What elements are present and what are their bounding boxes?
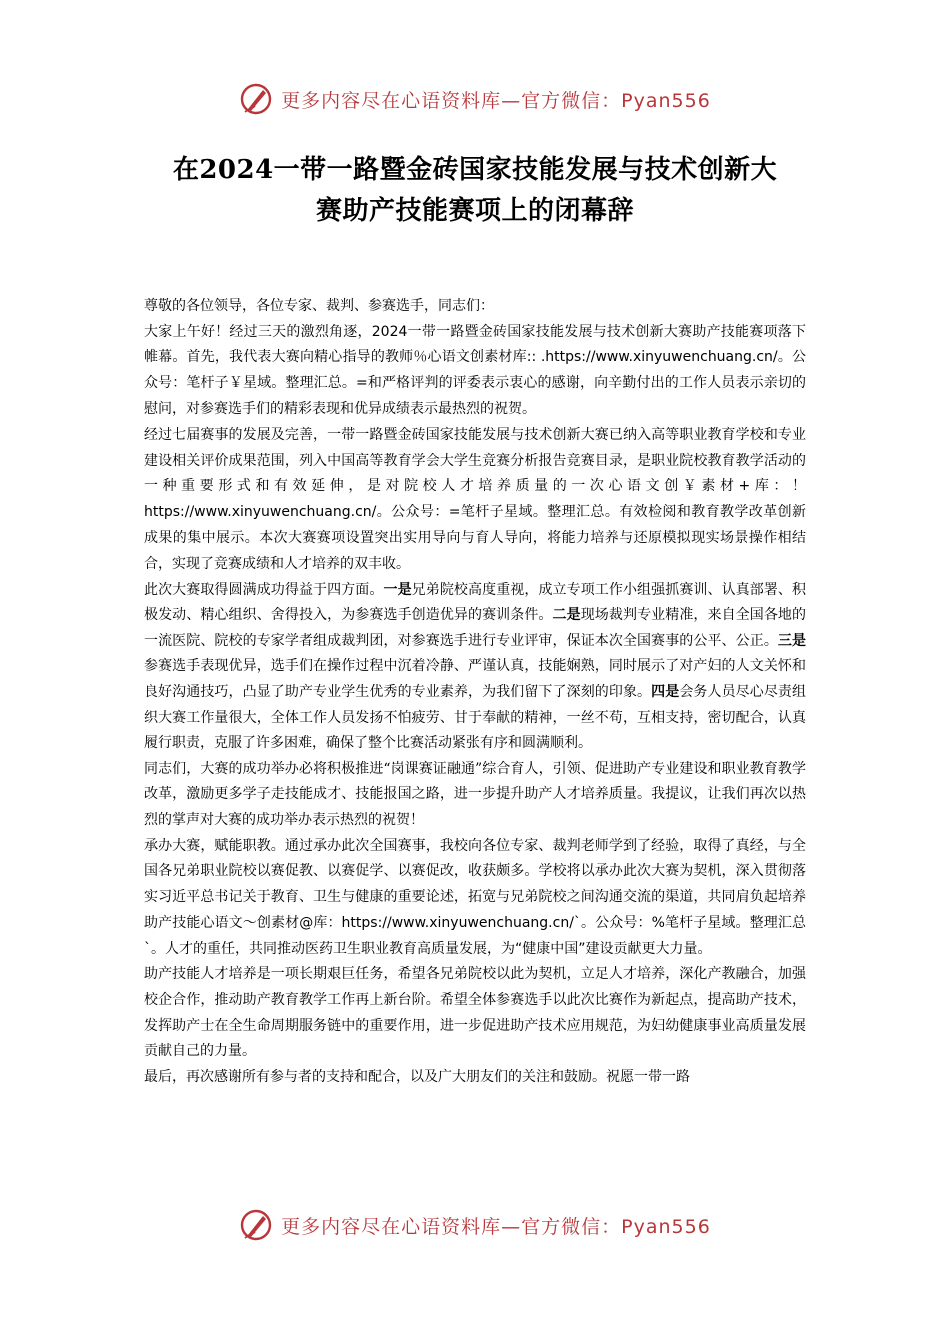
comrades-paragraph: 同志们，大赛的成功举办必将积极推进“岗课赛证融通”综合育人，引领、促进助产专业建设和职业教育教学改革，激励更多学子走技能成才、技能报国之路，进一步提升助产人才培养质量。我提议，让我们再次以热烈的掌声对大赛的成功举办表示热烈的祝贺！ xyxy=(144,760,806,828)
point-one-text: 兄弟院校高度重视，成立专项工作小组强抓赛训、认真部署、积极发动、精心组织、舍得投入，为参赛选手创造优异的赛训条件。 xyxy=(144,581,807,624)
talent-paragraph: 助产技能人才培养是一项长期艰巨任务，希望各兄弟院校以此为契机，立足人才培养，深化产教融合，加强校企合作，推动助产教育教学工作再上新台阶。希望全体参赛选手以此次比赛作为新起点，提高助产技术，发挥助产士在全生命周期服务链中的重要作用，进一步促进助产技术应用规范，为妇幼健康事业高质量发展贡献自己的力量。 xyxy=(144,966,806,1060)
header-brand-text: 更多内容尽在心语资料库—官方微信：Pyan556 xyxy=(281,89,711,112)
point-three-text: 参赛选手表现优异，选手们在操作过程中沉着冷静、严谨认真，技能娴熟，同时展示了对产妇的人文关怀和良好沟通技巧，凸显了助产专业学生优秀的专业素养，为我们留下了深刻的印象。 xyxy=(144,658,806,700)
point-two-text: 现场裁判专业精准，来自全国各地的一流医院、院校的专家学者组成裁判团，对参赛选手进行专业评审，保证本次全国赛事的公平、公正。 xyxy=(144,607,807,649)
four-aspects-intro: 此次大赛取得圆满成功得益于四方面。 xyxy=(144,581,384,598)
footer-brand-text: 更多内容尽在心语资料库—官方微信：Pyan556 xyxy=(281,1215,711,1238)
page-title xyxy=(100,150,850,232)
point-three-label: 三是 xyxy=(777,632,807,649)
background-paragraph: 经过七届赛事的发展及完善，一带一路暨金砖国家技能发展与技术创新大赛已纳入高等职业教育学校和专业建设相关评价成果范围，列入中国高等教育学会大学生竞赛分析报告竞赛目录，是职业院校教育教学活动的一种重要形式和有效延伸，是对院校人才培养质量的一次心语文创￥素材+库：！ https://www.xinyuwenchuang.cn/。公众号：=笔杆子星域。整理汇总。有效检阅和教育教学改革创新成果的集中展示。本次大赛赛项设置突出实用导向与育人导向，将能力培养与还原模拟现实场景操作相结合，实现了竞赛成绩和人才培养的双丰收。 xyxy=(144,426,806,572)
point-one-label: 一是 xyxy=(383,581,412,598)
point-four-text: 会务人员尽心尽责组织大赛工作量很大，全体工作人员发扬不怕疲劳、甘于奉献的精神，一丝不苟，互相支持，密切配合，认真履行职责，克服了许多困难，确保了整个比赛活动紧张有序和圆满顺利。 xyxy=(144,683,807,752)
closing-paragraph: 最后，再次感谢所有参与者的支持和配合，以及广大朋友们的关注和鼓励。祝愿一带一路 xyxy=(144,1068,690,1085)
salutation-paragraph: 尊敬的各位领导，各位专家、裁判、参赛选手，同志们： xyxy=(144,298,494,314)
pen-circle-logo-icon xyxy=(239,82,273,116)
footer-brand xyxy=(0,1208,950,1242)
title-line-2: 赛助产技能赛项上的闭幕辞 xyxy=(315,196,634,226)
pen-circle-logo-icon xyxy=(239,1208,273,1242)
opening-paragraph: 大家上午好！经过三天的激烈角逐，2024一带一路暨金砖国家技能发展与技术创新大赛助产技能赛项落下帷幕。首先，我代表大赛向精心指导的教师％心语文创素材库:: .https://www.xinyuwenchuang.cn/。公众号：笔杆子￥星域。整理汇总。=和严格评判的评委表示衷心的感谢，向辛勤付出的工作人员表示亲切的慰问，对参赛选手们的精彩表现和优异成绩表示最热烈的祝贺。 xyxy=(144,323,806,417)
document-body xyxy=(144,294,806,1090)
point-two-label: 二是 xyxy=(552,607,581,624)
hosting-paragraph: 承办大赛，赋能职教。通过承办此次全国赛事，我校向各位专家、裁判老师学到了经验，取得了真经，与全国各兄弟职业院校以赛促教、以赛促学、以赛促改，收获颇多。学校将以承办此次大赛为契机，深入贯彻落实习近平总书记关于教育、卫生与健康的重要论述，拓宽与兄弟院校之间沟通交流的渠道，共同肩负起培养助产技能心语文～创素材@库：https://www.xinyuwenchuang.cn/`。公众号：%笔杆子星域。整理汇总`。人才的重任，共同推动医药卫生职业教育高质量发展，为“健康中国”建设贡献更大力量。 xyxy=(144,837,806,957)
title-line-1: 在2024一带一路暨金砖国家技能发展与技术创新大 xyxy=(172,155,778,185)
header-brand xyxy=(0,82,950,116)
four-aspects-paragraph xyxy=(144,578,806,757)
point-four-label: 四是 xyxy=(651,683,680,700)
